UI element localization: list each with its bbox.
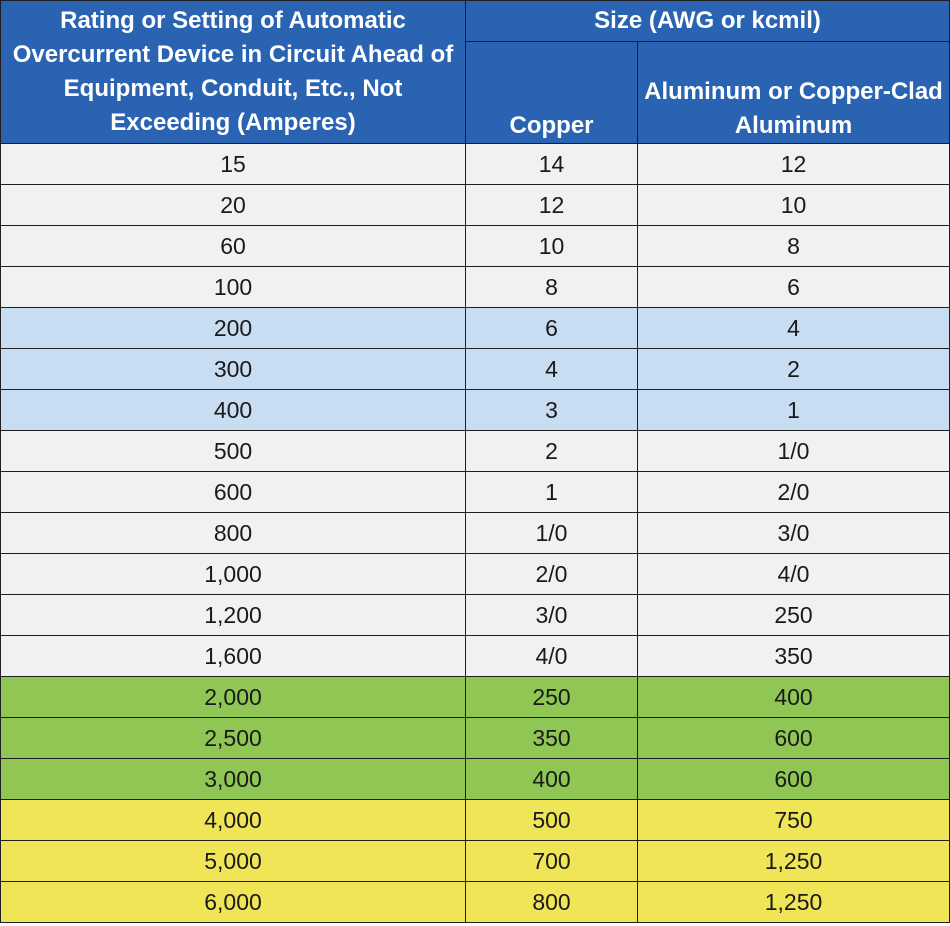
copper-size-cell: 500 bbox=[466, 800, 638, 841]
rating-cell: 400 bbox=[1, 390, 466, 431]
rating-cell: 500 bbox=[1, 431, 466, 472]
rating-cell: 600 bbox=[1, 472, 466, 513]
rating-cell: 6,000 bbox=[1, 882, 466, 923]
aluminum-size-cell: 12 bbox=[638, 144, 950, 185]
table-row bbox=[1, 308, 950, 349]
aluminum-size-cell: 1,250 bbox=[638, 841, 950, 882]
copper-size-cell: 350 bbox=[466, 718, 638, 759]
copper-size-cell: 6 bbox=[466, 308, 638, 349]
rating-cell: 15 bbox=[1, 144, 466, 185]
aluminum-size-cell: 1,250 bbox=[638, 882, 950, 923]
table-header bbox=[1, 1, 950, 144]
aluminum-size-cell: 6 bbox=[638, 267, 950, 308]
table-row bbox=[1, 349, 950, 390]
aluminum-size-cell: 2/0 bbox=[638, 472, 950, 513]
table-row bbox=[1, 185, 950, 226]
copper-size-cell: 12 bbox=[466, 185, 638, 226]
copper-size-cell: 800 bbox=[466, 882, 638, 923]
rating-cell: 1,000 bbox=[1, 554, 466, 595]
table-row bbox=[1, 144, 950, 185]
aluminum-size-cell: 250 bbox=[638, 595, 950, 636]
rating-cell: 5,000 bbox=[1, 841, 466, 882]
rating-cell: 2,500 bbox=[1, 718, 466, 759]
rating-cell: 20 bbox=[1, 185, 466, 226]
rating-cell: 3,000 bbox=[1, 759, 466, 800]
table-row bbox=[1, 595, 950, 636]
rating-cell: 4,000 bbox=[1, 800, 466, 841]
rating-column-header: Rating or Setting of Automatic Overcurrent Device in Circuit Ahead of Equipment, Conduit, Etc., Not Exceeding (Amperes) bbox=[1, 1, 466, 144]
copper-size-cell: 400 bbox=[466, 759, 638, 800]
aluminum-size-cell: 600 bbox=[638, 718, 950, 759]
copper-size-cell: 10 bbox=[466, 226, 638, 267]
copper-size-cell: 4 bbox=[466, 349, 638, 390]
table-row bbox=[1, 431, 950, 472]
header-row-top bbox=[1, 1, 950, 42]
table-row bbox=[1, 636, 950, 677]
rating-cell: 800 bbox=[1, 513, 466, 554]
aluminum-size-cell: 400 bbox=[638, 677, 950, 718]
copper-size-cell: 250 bbox=[466, 677, 638, 718]
table-row bbox=[1, 882, 950, 923]
aluminum-size-cell: 2 bbox=[638, 349, 950, 390]
copper-size-cell: 2 bbox=[466, 431, 638, 472]
copper-size-cell: 8 bbox=[466, 267, 638, 308]
rating-cell: 200 bbox=[1, 308, 466, 349]
table-row bbox=[1, 759, 950, 800]
table-row bbox=[1, 390, 950, 431]
rating-cell: 60 bbox=[1, 226, 466, 267]
table-row bbox=[1, 267, 950, 308]
table-row bbox=[1, 800, 950, 841]
aluminum-size-cell: 350 bbox=[638, 636, 950, 677]
aluminum-size-cell: 1 bbox=[638, 390, 950, 431]
aluminum-size-cell: 10 bbox=[638, 185, 950, 226]
copper-size-cell: 4/0 bbox=[466, 636, 638, 677]
rating-cell: 1,200 bbox=[1, 595, 466, 636]
copper-column-header: Copper bbox=[466, 42, 638, 144]
copper-size-cell: 700 bbox=[466, 841, 638, 882]
table-row bbox=[1, 472, 950, 513]
rating-cell: 100 bbox=[1, 267, 466, 308]
table-row bbox=[1, 677, 950, 718]
copper-size-cell: 3 bbox=[466, 390, 638, 431]
copper-size-cell: 3/0 bbox=[466, 595, 638, 636]
table-body bbox=[1, 144, 950, 923]
size-group-header: Size (AWG or kcmil) bbox=[466, 1, 950, 42]
table-row bbox=[1, 226, 950, 267]
aluminum-size-cell: 4 bbox=[638, 308, 950, 349]
table-row bbox=[1, 554, 950, 595]
table-row bbox=[1, 718, 950, 759]
aluminum-size-cell: 600 bbox=[638, 759, 950, 800]
rating-cell: 1,600 bbox=[1, 636, 466, 677]
copper-size-cell: 14 bbox=[466, 144, 638, 185]
copper-size-cell: 1/0 bbox=[466, 513, 638, 554]
aluminum-size-cell: 1/0 bbox=[638, 431, 950, 472]
copper-size-cell: 1 bbox=[466, 472, 638, 513]
table-row bbox=[1, 513, 950, 554]
rating-cell: 2,000 bbox=[1, 677, 466, 718]
table-row bbox=[1, 841, 950, 882]
copper-size-cell: 2/0 bbox=[466, 554, 638, 595]
aluminum-size-cell: 3/0 bbox=[638, 513, 950, 554]
rating-cell: 300 bbox=[1, 349, 466, 390]
aluminum-size-cell: 750 bbox=[638, 800, 950, 841]
aluminum-size-cell: 8 bbox=[638, 226, 950, 267]
aluminum-column-header: Aluminum or Copper-Clad Aluminum bbox=[638, 42, 950, 144]
aluminum-size-cell: 4/0 bbox=[638, 554, 950, 595]
